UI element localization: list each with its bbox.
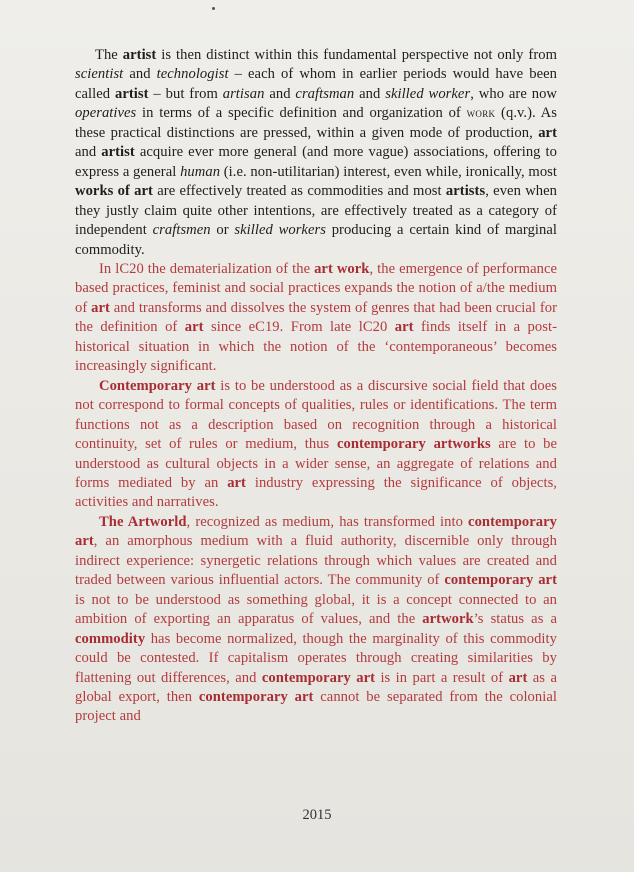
bold-term: contemporary art [444, 572, 557, 589]
paragraph-artist-definition [75, 46, 557, 260]
bold-term: Contemporary art [99, 377, 216, 394]
italic-term: skilled worker [385, 85, 471, 102]
small-caps-term: work [466, 106, 496, 121]
bold-term: contemporary art [261, 669, 376, 686]
text-run: as a global export, then [75, 669, 557, 705]
speck-mark [212, 7, 215, 10]
text-run: is in part a result of [375, 669, 509, 686]
text-run: acquire ever more general (and more vague) associations, offering to express a general [75, 144, 558, 180]
bold-term: artist [101, 144, 135, 161]
text-run: In lC20 the dematerialization of the [99, 260, 315, 277]
italic-term: operatives [75, 105, 137, 122]
italic-term: skilled workers [234, 222, 326, 239]
text-run: in terms of a specific definition and organization of [136, 105, 467, 122]
text-run: , an amorphous medium with a fluid authority, discernible only through indirect experience: synergetic relations through which values are created and traded between various influential actors. The community of [75, 533, 557, 589]
bold-term: contemporary art [198, 688, 314, 705]
text-run: , who are now [470, 85, 558, 102]
text-run: and [75, 144, 102, 161]
bold-term: art [227, 474, 246, 491]
text-run: (q.v.). As these practical distinctions are pressed, within a given mode of production, [75, 105, 557, 141]
bold-term: art [91, 299, 110, 316]
page-number: 2015 [302, 807, 332, 823]
text-run: or [210, 222, 235, 239]
text-run: industry expressing the significance of objects, activities and narratives. [75, 474, 557, 511]
bold-term: artist [115, 85, 149, 102]
text-run: is then distinct within this fundamental perspective not only from [156, 47, 557, 63]
bold-term: contemporary artworks [336, 436, 491, 453]
bold-term: contemporary art [75, 513, 557, 550]
text-run: since eC19. From late lC20 [203, 319, 395, 336]
text-run: – but from [148, 85, 223, 102]
bold-term: art [508, 669, 528, 686]
text-run: are to be understood as cultural objects in a wider sense, an aggregate of relations and forms mediated by an [75, 436, 558, 491]
text-run: ’s status as a [473, 611, 557, 628]
italic-term: craftsmen [152, 222, 211, 239]
text-run: is to be understood as a discursive social field that does not correspond to formal concepts of qualities, rules or identifications. The term functions not as a description based on recognition through a historical continuity, set of rules or medium, thus [75, 377, 557, 453]
bold-term: art [394, 319, 414, 336]
text-run: , the emergence of performance based practices, feminist and social practices expands the notion of a/the medium of [75, 260, 557, 316]
text-run: cannot be separated from the colonial project and [75, 688, 557, 725]
italic-term: scientist [75, 66, 124, 83]
text-run: , even when they justly claim quite other intentions, are effectively treated as a category of independent [75, 183, 558, 239]
bold-term: art [538, 124, 557, 141]
bold-term: art work [314, 260, 370, 277]
bold-term: artists [445, 183, 486, 200]
italic-term: technologist [156, 66, 229, 83]
text-run: is not to be understood as something global, it is a concept connected to an ambition of exporting an apparatus of values, and the [75, 591, 557, 628]
paragraph-artworld [75, 513, 557, 727]
text-run: and [264, 85, 296, 102]
italic-term: craftsman [295, 85, 355, 102]
text-run: are effectively treated as commodities and most [152, 183, 446, 200]
bold-term: artwork [422, 611, 474, 628]
text-run: finds itself in a post-historical situation in which the notion of the ‘contemporaneous’ becomes increasingly significant. [75, 319, 557, 375]
text-run: (i.e. non-utilitarian) interest, even while, ironically, most [220, 163, 558, 180]
text-run: and [354, 85, 386, 102]
text-run: The [95, 47, 123, 63]
paragraph-contemporary-art [75, 377, 557, 513]
italic-term: human [180, 163, 221, 180]
bold-term: commodity [75, 630, 146, 647]
body-text [75, 46, 557, 727]
text-run: and [123, 66, 157, 83]
bold-term: artist [122, 47, 157, 63]
text-run: and transforms and dissolves the system of genres that had been crucial for the definition of [75, 299, 557, 336]
bold-term: The Artworld [99, 513, 187, 530]
text-run: , recognized as medium, has transformed into [186, 513, 469, 530]
text-run: – each of whom in earlier periods would have been called [75, 66, 557, 102]
text-run: producing a certain kind of marginal commodity. [75, 222, 558, 258]
paragraph-dematerialization [75, 260, 557, 377]
bold-term: works of art [75, 183, 153, 200]
bold-term: art [184, 319, 204, 336]
italic-term: artisan [222, 85, 265, 102]
text-run: has become normalized, though the marginality of this commodity could be contested. If capitalism operates through creating similarities by flattening out differences, and [75, 630, 557, 686]
